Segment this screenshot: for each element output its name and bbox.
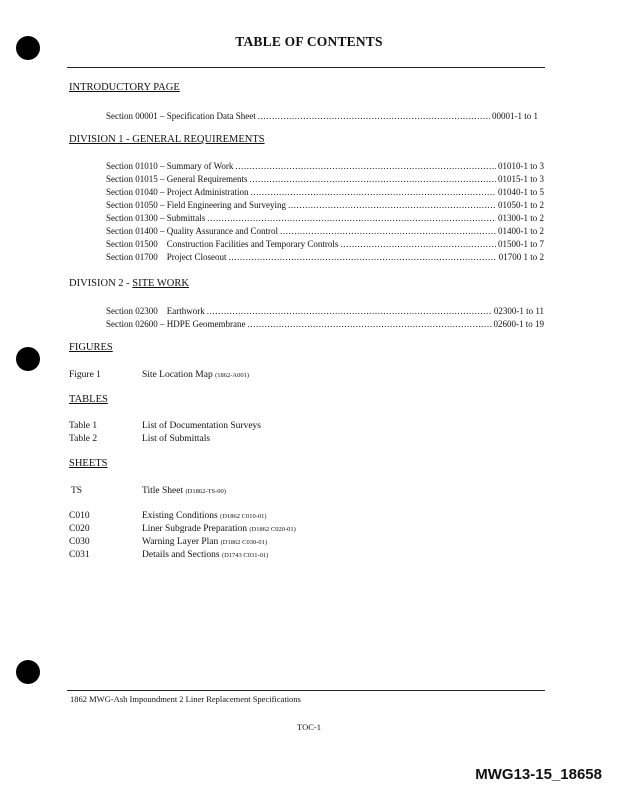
footer-document-title: 1862 MWG-Ash Impoundment 2 Liner Replacement Specifications: [70, 694, 301, 704]
sheet-id: C010: [69, 511, 90, 521]
leader-dots: [258, 110, 490, 122]
toc-entry-pages: 01400-1 to 2: [498, 226, 544, 236]
toc-entry: [106, 225, 544, 237]
toc-entry-pages: 01010-1 to 3: [498, 161, 544, 171]
leader-dots: [280, 225, 496, 237]
toc-entry: [106, 199, 544, 211]
toc-entry-pages: 01050-1 to 2: [498, 200, 544, 210]
toc-entry: [106, 110, 538, 122]
sheet-ref: (D1862-TS-00): [185, 488, 226, 495]
leader-dots: [249, 173, 496, 185]
binder-hole-bottom: [16, 660, 40, 684]
toc-entry-label: Section 01400 – Quality Assurance and Control: [106, 226, 278, 236]
sheet-id: C031: [69, 550, 90, 560]
toc-entry: [106, 251, 544, 263]
header-rule: [67, 67, 545, 68]
heading-figures: FIGURES: [69, 342, 113, 353]
toc-entry-pages: 01015-1 to 3: [498, 174, 544, 184]
sheet-ref: (D1862 C010-01): [220, 513, 267, 520]
sheet-title: [142, 510, 267, 523]
toc-entry-pages: 01700 1 to 2: [498, 252, 544, 262]
toc-entry-label: Section 01050 – Field Engineering and Surveying: [106, 200, 286, 210]
heading-division-2-prefix: DIVISION 2 -: [69, 278, 133, 289]
toc-entry: [106, 305, 544, 317]
sheet-title-text: Details and Sections: [142, 550, 220, 560]
toc-entry: [106, 212, 544, 224]
toc-entry-label: Section 00001 – Specification Data Sheet: [106, 111, 256, 121]
bates-number: MWG13-15_18658: [475, 766, 602, 783]
toc-entry: [106, 238, 544, 250]
figure-id: Figure 1: [69, 370, 101, 380]
leader-dots: [251, 186, 497, 198]
heading-tables: TABLES: [69, 394, 108, 405]
figure-title: [142, 369, 249, 382]
sheet-title: [142, 523, 296, 536]
toc-entry-label: Section 02300 Earthwork: [106, 306, 205, 316]
toc-entry-label: Section 02600 – HDPE Geomembrane: [106, 319, 246, 329]
sheet-id: C030: [69, 537, 90, 547]
toc-entry: [106, 160, 544, 172]
leader-dots: [207, 305, 492, 317]
toc-entry-label: Section 01010 – Summary of Work: [106, 161, 234, 171]
leader-dots: [340, 238, 496, 250]
toc-entry-pages: 02600-1 to 19: [493, 319, 544, 329]
sheet-title-text: Warning Layer Plan: [142, 537, 219, 547]
toc-entry-label: Section 01015 – General Requirements: [106, 174, 248, 184]
table-title: List of Submittals: [142, 434, 211, 444]
toc-entry-label: Section 01040 – Project Administration: [106, 187, 249, 197]
toc-entry: [106, 173, 544, 185]
sheet-ref: (D1862 C020-01): [249, 526, 296, 533]
sheet-title: [142, 549, 268, 562]
leader-dots: [247, 318, 491, 330]
sheet-id: C020: [69, 524, 90, 534]
toc-entry-pages: 01300-1 to 2: [498, 213, 544, 223]
table-title: List of Documentation Surveys: [142, 421, 261, 431]
sheet-title-text: Liner Subgrade Preparation: [142, 524, 247, 534]
sheet-title: [142, 485, 226, 498]
heading-introductory: INTRODUCTORY PAGE: [69, 82, 180, 93]
toc-entry-label: Section 01700 Project Closeout: [106, 252, 227, 262]
binder-hole-middle: [16, 347, 40, 371]
toc-entry-pages: 02300-1 to 11: [493, 306, 544, 316]
sheet-title-text: Existing Conditions: [142, 511, 218, 521]
heading-division-2: [69, 278, 189, 289]
page-title: TABLE OF CONTENTS: [235, 34, 383, 49]
figure-title-text: Site Location Map: [142, 370, 213, 380]
sheet-ref: (D1862 C030-01): [220, 539, 268, 546]
toc-entry-label: Section 01300 – Submittals: [106, 213, 206, 223]
leader-dots: [207, 212, 496, 224]
sheet-title: [142, 536, 267, 549]
toc-entry-label: Section 01500 Construction Facilities and Temporary Controls: [106, 239, 339, 249]
heading-division-1: DIVISION 1 - GENERAL REQUIREMENTS: [69, 134, 265, 145]
toc-entry: [106, 186, 544, 198]
sheet-ref: (D1743 C031-01): [221, 552, 269, 559]
leader-dots: [229, 251, 497, 263]
heading-division-2-link: SITE WORK: [132, 278, 189, 289]
footer-page-number: TOC-1: [297, 722, 321, 732]
leader-dots: [288, 199, 496, 211]
sheet-title-text: Title Sheet: [142, 486, 184, 496]
toc-entry-pages: 01040-1 to 5: [498, 187, 544, 197]
footer-rule: [67, 690, 545, 691]
table-id: Table 1: [69, 421, 98, 431]
toc-entry: [106, 318, 544, 330]
sheet-id: TS: [71, 486, 83, 496]
figure-ref: (1862-A001): [215, 372, 250, 379]
leader-dots: [235, 160, 496, 172]
table-id: Table 2: [69, 434, 98, 444]
toc-entry-pages: 00001-1 to 1: [492, 111, 538, 121]
heading-sheets: SHEETS: [69, 458, 108, 469]
toc-entry-pages: 01500-1 to 7: [498, 239, 544, 249]
